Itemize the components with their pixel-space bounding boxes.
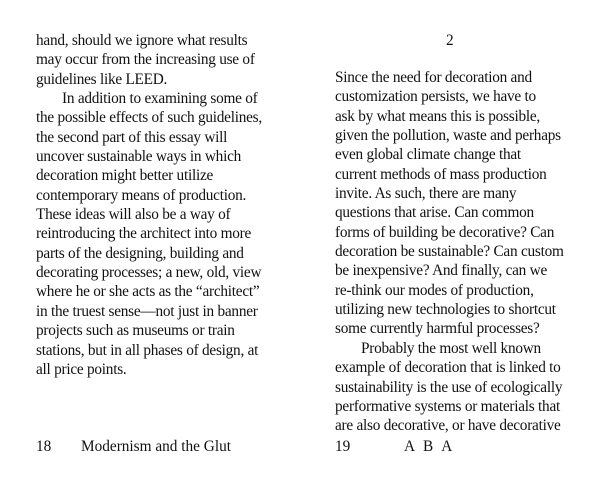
text-line: projects such as museums or train: [36, 322, 235, 340]
text-line: These ideas will also be a way of: [36, 206, 231, 224]
text-line: parts of the designing, building and: [36, 244, 244, 262]
right-running-title: A B A: [404, 438, 455, 455]
text-line: even global climate change that: [335, 146, 521, 164]
text-line: questions that arise. Can common: [335, 204, 534, 222]
text-line: be inexpensive? And finally, can we: [335, 262, 547, 280]
text-line: stations, but in all phases of design, at: [36, 341, 259, 359]
text-line: hand, should we ignore what results: [36, 32, 248, 49]
text-line: where he or she acts as the “architect”: [36, 283, 260, 301]
text-line: some currently harmful processes?: [335, 320, 540, 338]
text-line: decorating processes; a new, old, view: [36, 264, 262, 282]
text-line: contemporary means of production.: [36, 186, 247, 204]
text-line: guidelines like LEED.: [36, 70, 168, 88]
text-line: forms of building be decorative? Can: [335, 223, 555, 241]
paragraph-start-line: Probably the most well known: [361, 339, 541, 357]
paragraph-start-line: In addition to examining some of: [62, 90, 258, 108]
text-line: utilizing new technologies to shortcut: [335, 301, 556, 319]
text-line: Since the need for decoration and: [335, 69, 532, 86]
text-line: uncover sustainable ways in which: [36, 148, 242, 166]
text-line: in the truest sense—not just in banner: [36, 302, 258, 320]
text-line: customization persists, we have to: [335, 88, 536, 106]
right-page-body: [335, 68, 564, 436]
left-running-title: Modernism and the Glut: [81, 438, 231, 455]
text-line: example of decoration that is linked to: [335, 359, 561, 377]
right-page-number: 19: [335, 438, 351, 455]
text-line: may occur from the increasing use of: [36, 51, 255, 69]
text-line: all price points.: [36, 360, 127, 378]
text-line: invite. As such, there are many: [335, 185, 517, 203]
text-line: current methods of mass production: [335, 165, 547, 183]
text-line: given the pollution, waste and perhaps: [335, 127, 561, 145]
text-line: sustainability is the use of ecologically: [335, 378, 563, 396]
text-line: decoration might better utilize: [36, 167, 214, 185]
section-number: 2: [446, 32, 454, 49]
text-line: re-think our modes of production,: [335, 281, 534, 299]
left-page-body: [36, 31, 262, 379]
text-line: ask by what means this is possible,: [335, 107, 540, 125]
right-page: [300, 0, 600, 486]
text-line: the possible effects of such guidelines,: [36, 109, 262, 127]
text-line: the second part of this essay will: [36, 128, 228, 146]
left-page-number: 18: [36, 438, 52, 455]
text-line: decoration be sustainable? Can custom: [335, 243, 564, 261]
text-line: are also decorative, or have decorative: [335, 417, 561, 435]
text-line: reintroducing the architect into more: [36, 225, 252, 243]
text-line: performative systems or materials that: [335, 397, 560, 415]
